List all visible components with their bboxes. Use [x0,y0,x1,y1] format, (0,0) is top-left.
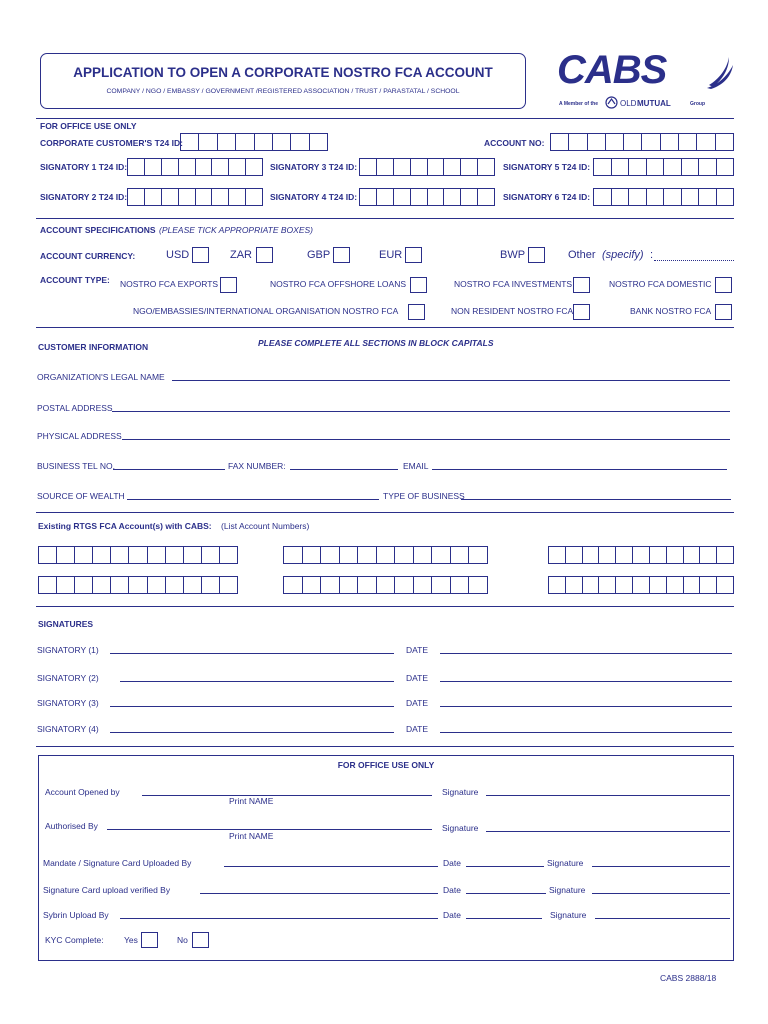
mandate-signature-label: Signature [547,858,584,868]
mandate-label: Mandate / Signature Card Uploaded By [43,858,192,868]
specs-heading: ACCOUNT SPECIFICATIONS [40,225,156,235]
fax-label: FAX NUMBER: [228,461,286,471]
kyc-no-checkbox[interactable] [192,932,209,948]
old-mutual-mutual: MUTUAL [637,99,671,108]
type-offshore-checkbox[interactable] [410,277,427,293]
sig2-input[interactable] [127,188,263,206]
signatory-2-input[interactable] [120,681,394,682]
rtgs-account-input[interactable] [548,576,734,594]
fax-input[interactable] [290,469,398,470]
type-investments-label: NOSTRO FCA INVESTMENTS [454,279,573,289]
signatory-3-label: SIGNATORY (3) [37,698,99,708]
sybrin-signature-label: Signature [550,910,587,920]
signatory-2-date-input[interactable] [440,681,732,682]
verified-signature-input[interactable] [592,893,730,894]
customer-t24-input[interactable] [180,133,328,151]
currency-label: ACCOUNT CURRENCY: [40,251,136,261]
verified-signature-label: Signature [549,885,586,895]
signatory-1-input[interactable] [110,653,394,654]
sig4-input[interactable] [359,188,495,206]
rtgs-account-input[interactable] [283,546,488,564]
sig6-label: SIGNATORY 6 T24 ID: [503,192,591,202]
signatory-4-date-input[interactable] [440,732,732,733]
type-bank-checkbox[interactable] [715,304,732,320]
sybrin-input[interactable] [120,918,438,919]
type-ngo-label: NGO/EMBASSIES/INTERNATIONAL ORGANISATION NOSTRO FCA [133,306,399,316]
opened-by-signature-label: Signature [442,787,479,797]
member-text: A Member of the [559,101,598,107]
sig6-input[interactable] [593,188,734,206]
opened-by-input[interactable] [142,795,432,796]
signatory-4-label: SIGNATORY (4) [37,724,99,734]
kyc-yes-checkbox[interactable] [141,932,158,948]
sig5-label: SIGNATORY 5 T24 ID: [503,162,591,172]
currency-other-colon: : [650,249,654,261]
customer-heading: CUSTOMER INFORMATION [38,342,149,352]
physical-label: PHYSICAL ADDRESS [37,431,122,441]
signatory-3-date-input[interactable] [440,706,732,707]
old-mutual-old: OLD [620,99,637,108]
rtgs-account-input[interactable] [38,546,238,564]
postal-label: POSTAL ADDRESS [37,403,113,413]
type-exports-label: NOSTRO FCA EXPORTS [120,279,219,289]
type-exports-checkbox[interactable] [220,277,237,293]
type-nonresident-checkbox[interactable] [573,304,590,320]
currency-other-input[interactable] [654,260,734,261]
authorised-by-print-name: Print NAME [229,831,274,841]
signatory-1-date-input[interactable] [440,653,732,654]
currency-bwp-label: BWP [500,249,526,261]
sig3-label: SIGNATORY 3 T24 ID: [270,162,358,172]
footer-code: CABS 2888/18 [660,973,717,983]
sybrin-signature-input[interactable] [595,918,730,919]
currency-gbp-checkbox[interactable] [333,247,350,263]
legal-name-input[interactable] [172,380,730,381]
type-investments-checkbox[interactable] [573,277,590,293]
currency-zar-label: ZAR [230,249,252,261]
signatory-2-date-label: DATE [406,673,429,683]
currency-usd-label: USD [166,249,190,261]
postal-input[interactable] [112,411,730,412]
sybrin-label: Sybrin Upload By [43,910,109,920]
signatory-1-label: SIGNATORY (1) [37,645,99,655]
verified-label: Signature Card upload verified By [43,885,171,895]
business-type-input[interactable] [461,499,731,500]
physical-input[interactable] [122,439,730,440]
authorised-by-signature-label: Signature [442,823,479,833]
mandate-signature-input[interactable] [592,866,730,867]
signatory-3-input[interactable] [110,706,394,707]
rtgs-account-input[interactable] [548,546,734,564]
sybrin-date-label: Date [443,910,461,920]
tel-input[interactable] [113,469,225,470]
currency-zar-checkbox[interactable] [256,247,273,263]
mandate-date-input[interactable] [466,866,544,867]
mandate-date-label: Date [443,858,461,868]
opened-by-print-name: Print NAME [229,796,274,806]
kyc-yes-label: Yes [124,935,138,945]
specs-note: (PLEASE TICK APPROPRIATE BOXES) [159,225,313,235]
rtgs-account-input[interactable] [283,576,488,594]
opened-by-signature-input[interactable] [486,795,730,796]
divider [36,512,734,513]
type-domestic-checkbox[interactable] [715,277,732,293]
kyc-label: KYC Complete: [45,935,104,945]
rtgs-label: Existing RTGS FCA Account(s) with CABS: [38,521,212,531]
type-domestic-label: NOSTRO FCA DOMESTIC [609,279,712,289]
currency-bwp-checkbox[interactable] [528,247,545,263]
currency-usd-checkbox[interactable] [192,247,209,263]
account-no-label: ACCOUNT NO: [484,138,545,148]
kyc-no-label: No [177,935,188,945]
email-input[interactable] [432,469,727,470]
customer-instruction: PLEASE COMPLETE ALL SECTIONS IN BLOCK CAPITALS [258,338,494,348]
rtgs-account-input[interactable] [38,576,238,594]
business-type-label: TYPE OF BUSINESS [383,491,465,501]
opened-by-label: Account Opened by [45,787,120,797]
signatures-heading: SIGNATURES [38,619,94,629]
title-box [40,53,526,109]
authorised-by-signature-input[interactable] [486,831,730,832]
verified-date-input[interactable] [466,893,546,894]
currency-eur-checkbox[interactable] [405,247,422,263]
wealth-label: SOURCE OF WEALTH [37,491,125,501]
signatory-2-label: SIGNATORY (2) [37,673,99,683]
divider [36,327,734,328]
tel-label: BUSINESS TEL NO. [37,461,115,471]
authorised-by-label: Authorised By [45,821,98,831]
type-offshore-label: NOSTRO FCA OFFSHORE LOANS [270,279,407,289]
signatory-1-date-label: DATE [406,645,429,655]
signatory-3-date-label: DATE [406,698,429,708]
currency-other-label: Other [568,249,596,261]
type-ngo-checkbox[interactable] [408,304,425,320]
verified-date-label: Date [443,885,461,895]
customer-t24-label: CORPORATE CUSTOMER'S T24 ID: [40,138,183,148]
rtgs-note: (List Account Numbers) [221,521,310,531]
cabs-logo: CABS [557,48,667,92]
form-title: APPLICATION TO OPEN A CORPORATE NOSTRO FCA ACCOUNT [73,65,493,80]
office-bottom-heading: FOR OFFICE USE ONLY [337,760,435,770]
email-label: EMAIL [403,461,429,471]
sig2-label: SIGNATORY 2 T24 ID: [40,192,128,202]
mandate-input[interactable] [224,866,438,867]
form-subtitle: COMPANY / NGO / EMBASSY / GOVERNMENT /REGISTERED ASSOCIATION / TRUST / PARASTATAL / SCHOOL [106,88,460,95]
divider [36,118,734,119]
sig1-label: SIGNATORY 1 T24 ID: [40,162,128,172]
authorised-by-input[interactable] [107,829,432,830]
swoosh-icon [705,55,735,89]
member-group: Group [690,101,705,107]
old-mutual-icon [605,96,618,109]
sybrin-date-input[interactable] [466,918,542,919]
divider [36,746,734,747]
divider [36,606,734,607]
type-nonresident-label: NON RESIDENT NOSTRO FCA [451,306,574,316]
wealth-input[interactable] [127,499,379,500]
type-label: ACCOUNT TYPE: [40,275,110,285]
account-no-input[interactable] [550,133,734,151]
divider [36,218,734,219]
currency-eur-label: EUR [379,249,403,261]
signatory-4-date-label: DATE [406,724,429,734]
sig4-label: SIGNATORY 4 T24 ID: [270,192,358,202]
sig1-input[interactable] [127,158,263,176]
office-top-heading: FOR OFFICE USE ONLY [40,121,137,131]
sig5-input[interactable] [593,158,734,176]
signatory-4-input[interactable] [110,732,394,733]
type-bank-label: BANK NOSTRO FCA [630,306,712,316]
verified-input[interactable] [200,893,438,894]
currency-gbp-label: GBP [307,249,331,261]
legal-name-label: ORGANIZATION'S LEGAL NAME [37,372,165,382]
sig3-input[interactable] [359,158,495,176]
currency-other-note: (specify) [602,249,644,261]
